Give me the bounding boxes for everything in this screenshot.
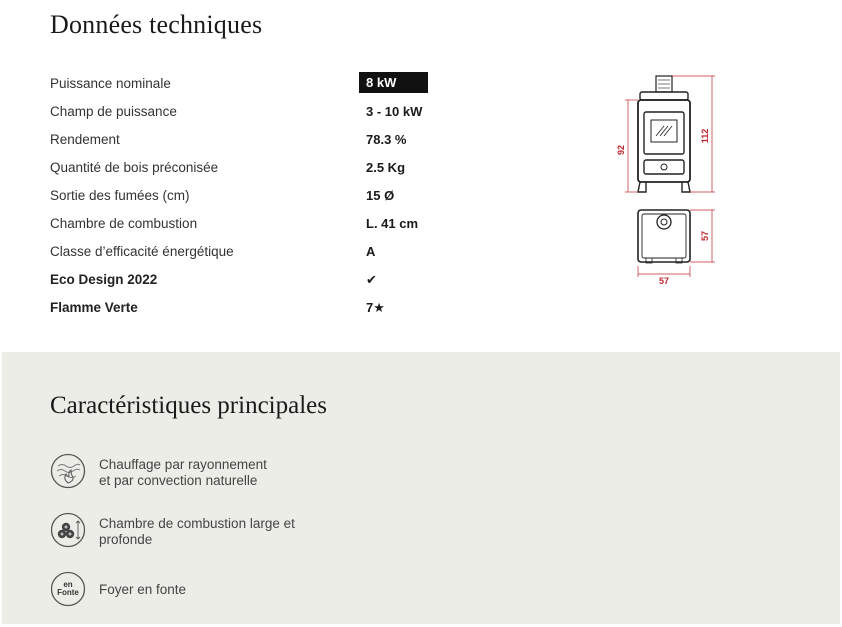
spec-label: Rendement (50, 132, 120, 147)
spec-value: 3 - 10 kW (366, 104, 423, 119)
spec-label: Champ de puissance (50, 104, 177, 119)
cast-iron-icon-text-top: en (63, 580, 73, 589)
dimension-depth-label: 57 (700, 230, 710, 242)
spec-value: 15 Ø (366, 188, 395, 203)
spec-value: 2.5 Kg (366, 160, 406, 175)
spec-row-eco-design (50, 272, 450, 294)
spec-row-efficiency (50, 132, 450, 154)
logs-chamber-icon (50, 512, 86, 548)
feature-text-line: Chambre de combustion large et (99, 516, 295, 531)
spec-label: Sortie des fumées (cm) (50, 188, 190, 203)
main-features-title: Caractéristiques principales (50, 392, 327, 419)
feature-text (99, 582, 186, 598)
radiant-heat-icon (50, 453, 86, 489)
feature-item-radiant-heating (50, 453, 450, 493)
cast-iron-icon (50, 571, 86, 607)
dimension-total-height-label: 112 (700, 128, 710, 144)
dimension-width-label: 57 (658, 276, 670, 286)
spec-row-combustion-chamber (50, 216, 450, 238)
spec-label: Quantité de bois préconisée (50, 160, 219, 175)
feature-item-large-combustion-chamber (50, 512, 450, 552)
feature-text (99, 457, 267, 488)
spec-row-energy-class (50, 244, 450, 266)
feature-item-cast-iron-hearth (50, 571, 450, 611)
feature-text-line: Chauffage par rayonnement (99, 457, 267, 472)
spec-value: 8 kW (359, 72, 428, 93)
feature-text-line: Foyer en fonte (99, 582, 187, 597)
technical-data-title: Données techniques (50, 10, 263, 39)
spec-label: Eco Design 2022 (50, 272, 158, 287)
spec-label: Puissance nominale (50, 76, 171, 91)
spec-row-wood-quantity (50, 160, 450, 182)
dimension-body-height-label: 92 (616, 144, 626, 156)
stove-top-view (638, 210, 690, 263)
feature-text (99, 516, 295, 547)
spec-row-flamme-verte (50, 300, 450, 322)
feature-text-line: profonde (99, 531, 153, 547)
spec-row-power-range (50, 104, 450, 126)
spec-label: Flamme Verte (50, 300, 138, 315)
spec-value: L. 41 cm (366, 216, 419, 231)
cast-iron-icon-text-bottom: Fonte (57, 588, 79, 597)
feature-text-line: et par convection naturelle (99, 472, 258, 488)
stove-dimension-diagram (600, 70, 730, 290)
spec-label: Chambre de combustion (50, 216, 198, 231)
spec-row-nominal-power (50, 76, 450, 98)
spec-label: Classe d’efficacité énergétique (50, 244, 234, 259)
main-features-section (2, 352, 840, 624)
spec-row-flue-outlet (50, 188, 450, 210)
spec-value: A (366, 244, 376, 259)
stove-front-view (638, 76, 690, 192)
spec-value: 78.3 % (366, 132, 407, 147)
spec-value: ✔ (366, 272, 377, 287)
spec-value: 7★ (366, 300, 385, 315)
